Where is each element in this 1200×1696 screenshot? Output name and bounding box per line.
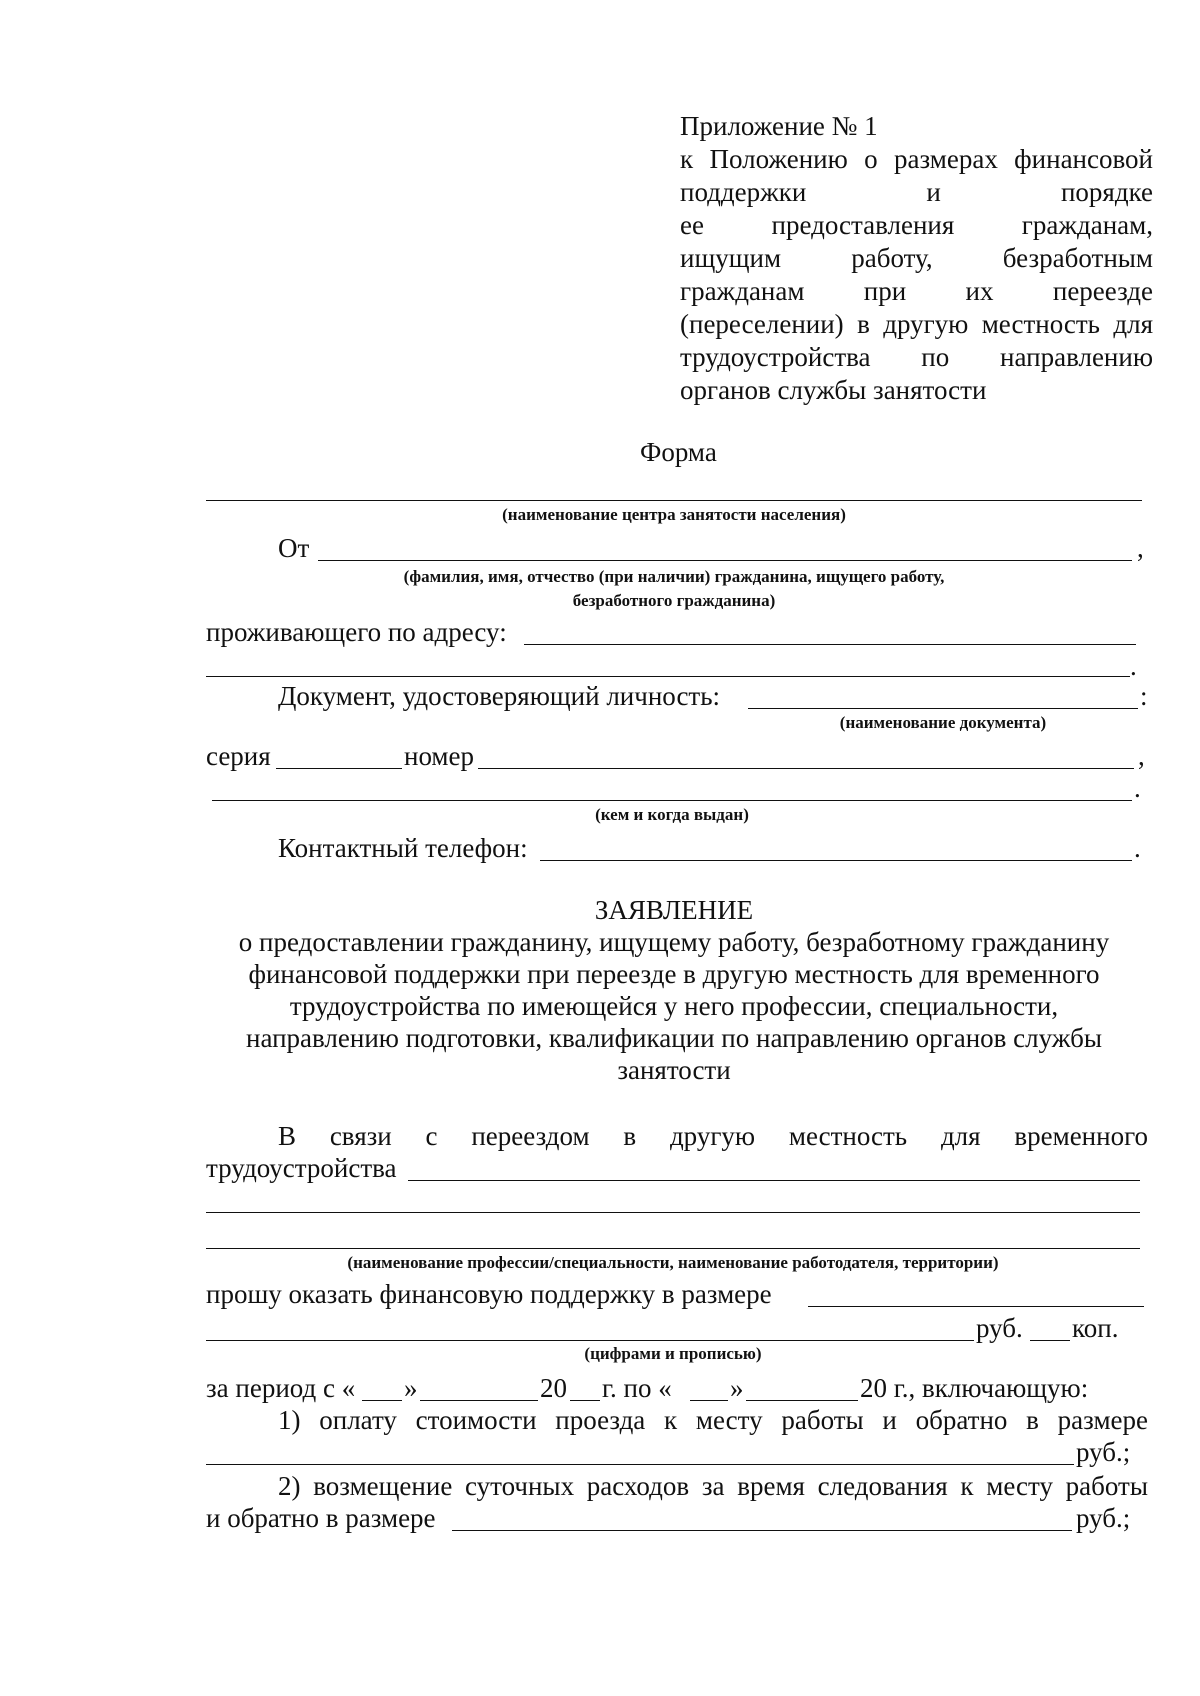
fio-caption: (фамилия, имя, отчество (при наличии) гражданина, ищущего работу, xyxy=(403,567,945,586)
appendix-line: к Положению о размерах финансовой xyxy=(680,144,1153,174)
profession-field[interactable] xyxy=(408,1180,1140,1181)
appendix-line: органов службы занятости xyxy=(680,375,987,405)
issued-by-field[interactable] xyxy=(212,800,1132,801)
period-from-day-field[interactable] xyxy=(362,1400,402,1401)
amount-caption: (цифрами и прописью) xyxy=(584,1344,762,1363)
appendix-line: гражданам при их переезде xyxy=(680,276,1153,306)
kop-field[interactable] xyxy=(1030,1340,1070,1341)
period-to-day-field[interactable] xyxy=(690,1400,728,1401)
statement-title: ЗАЯВЛЕНИЕ xyxy=(594,895,754,925)
appendix-block xyxy=(680,110,1153,407)
form-label: Форма xyxy=(640,437,717,467)
travel-cost-field[interactable] xyxy=(206,1464,1074,1465)
period-quote: » xyxy=(404,1373,418,1403)
amount-field[interactable] xyxy=(808,1306,1144,1307)
travel-cost-rub: руб.; xyxy=(1076,1437,1131,1467)
profession-field-3[interactable] xyxy=(206,1248,1140,1249)
address-field[interactable] xyxy=(524,644,1136,645)
address-label: проживающего по адресу: xyxy=(206,617,507,647)
relocation-paragraph-line: В связи с переездом в другую местность для временного xyxy=(278,1121,1148,1151)
appendix-line: (переселении) в другую местность для xyxy=(680,309,1153,339)
document-label: Документ, удостоверяющий личность: xyxy=(278,681,721,711)
statement-subtitle-line: трудоустройства по имеющейся у него профессии, специальности, xyxy=(289,991,1059,1021)
appendix-line: ее предоставления гражданам, xyxy=(680,210,1153,240)
appendix-line: трудоустройства по направлению xyxy=(680,342,1153,372)
address-field-2[interactable] xyxy=(206,676,1130,677)
number-label: номер xyxy=(404,741,475,771)
daily-expenses-label: и обратно в размере xyxy=(206,1503,436,1533)
amount-words-field[interactable] xyxy=(206,1340,974,1341)
center-name-field[interactable] xyxy=(206,500,1142,501)
number-comma: , xyxy=(1138,741,1145,771)
issued-caption: (кем и когда выдан) xyxy=(595,805,749,824)
address-end: . xyxy=(1130,651,1137,681)
appendix-line: ищущим работу, безработным xyxy=(680,243,1153,273)
profession-caption: (наименование профессии/специальности, наименование работодателя, территории) xyxy=(347,1253,999,1272)
period-year-prefix: 20 xyxy=(540,1373,567,1403)
period-from-label: за период с « xyxy=(206,1373,356,1403)
from-comma: , xyxy=(1137,533,1144,563)
statement-subtitle-line: о предоставлении гражданину, ищущему работу, безработному гражданину xyxy=(238,927,1110,957)
document-name-field[interactable] xyxy=(748,708,1138,709)
phone-end: . xyxy=(1134,833,1141,863)
rub-label: руб. xyxy=(976,1313,1023,1343)
appendix-title: Приложение № 1 xyxy=(680,111,878,141)
daily-expenses-rub: руб.; xyxy=(1076,1503,1131,1533)
kop-label: коп. xyxy=(1072,1313,1119,1343)
phone-label: Контактный телефон: xyxy=(278,833,528,863)
fio-caption-2: безработного гражданина) xyxy=(572,591,776,610)
employment-label: трудоустройства xyxy=(206,1153,397,1183)
appendix-line: поддержки и порядке xyxy=(680,177,1153,207)
period-from-month-field[interactable] xyxy=(420,1400,538,1401)
number-field[interactable] xyxy=(478,768,1134,769)
period-to-year-text: 20 г., включающую: xyxy=(860,1373,1089,1403)
series-field[interactable] xyxy=(276,768,402,769)
phone-field[interactable] xyxy=(540,860,1132,861)
issued-end: . xyxy=(1134,773,1141,803)
statement-subtitle-line: занятости xyxy=(617,1055,731,1085)
applicant-name-field[interactable] xyxy=(318,560,1132,561)
period-to-label: г. по « xyxy=(602,1373,672,1403)
daily-expenses-field[interactable] xyxy=(452,1530,1072,1531)
statement-subtitle-line: финансовой поддержки при переезде в другую местность для временного xyxy=(248,959,1100,989)
item-travel-cost: 1) оплату стоимости проезда к месту работы и обратно в размере xyxy=(278,1405,1148,1435)
period-quote-2: » xyxy=(730,1373,744,1403)
item-daily-expenses: 2) возмещение суточных расходов за время следования к месту работы xyxy=(278,1471,1148,1501)
profession-field-2[interactable] xyxy=(206,1212,1140,1213)
document-colon: : xyxy=(1140,681,1148,711)
from-label: От xyxy=(278,533,310,563)
series-label: серия xyxy=(206,741,271,771)
statement-subtitle-line: направлению подготовки, квалификации по направлению органов службы xyxy=(246,1023,1102,1053)
amount-label: прошу оказать финансовую поддержку в размере xyxy=(206,1279,772,1309)
period-to-month-field[interactable] xyxy=(746,1400,858,1401)
center-name-caption: (наименование центра занятости населения) xyxy=(502,505,846,524)
period-from-year-field[interactable] xyxy=(570,1400,600,1401)
document-caption: (наименование документа) xyxy=(839,713,1047,732)
